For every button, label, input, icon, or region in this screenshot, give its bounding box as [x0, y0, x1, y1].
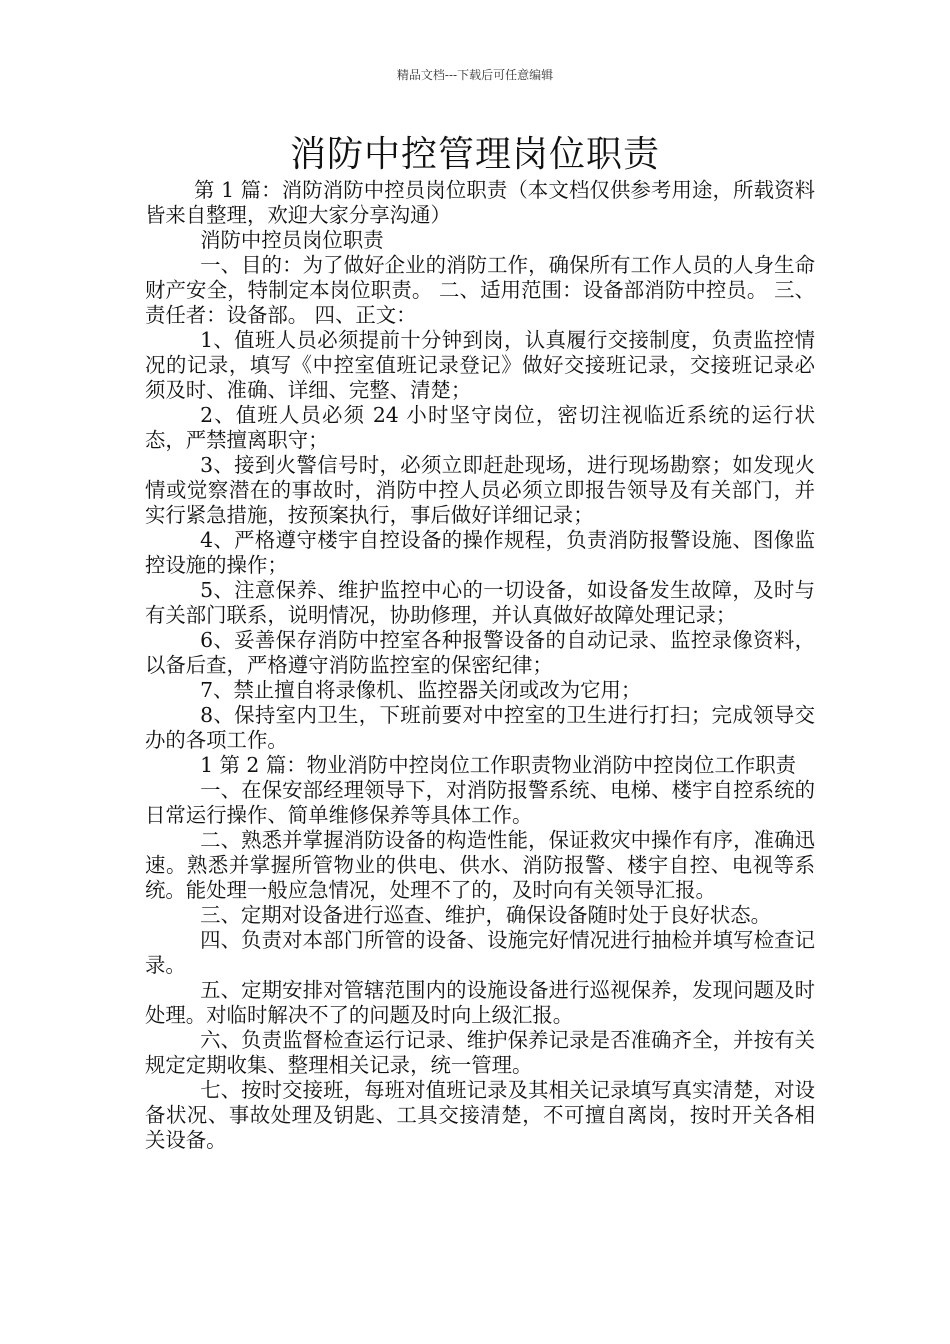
- list-item: 8、保持室内卫生，下班前要对中控室的卫生进行打扫；完成领导交办的各项工作。: [145, 703, 815, 752]
- list-item: 7、禁止擅自将录像机、监控器关闭或改为它用；: [200, 678, 642, 702]
- list-item: 二、熟悉并掌握消防设备的构造性能，保证救灾中操作有序，准确迅速。熟悉并掌握所管物业的供电、供水、消防报警、楼宇自控、电视等系统。能处理一般应急情况，处理不了的，及时向有关领导汇报。: [145, 828, 815, 902]
- document-body: [145, 178, 815, 1153]
- section-1-heading: 第 1 篇：消防消防中控员岗位职责（本文档仅供参考用途，所载资料皆来自整理，欢迎大家分享沟通）: [145, 178, 815, 227]
- subheading: 消防中控员岗位职责: [200, 228, 384, 252]
- list-item: 4、严格遵守楼宇自控设备的操作规程，负责消防报警设施、图像监控设施的操作；: [145, 528, 815, 577]
- list-item: 一、在保安部经理领导下，对消防报警系统、电梯、楼宇自控系统的日常运行操作、简单维修保养等具体工作。: [145, 778, 815, 827]
- list-item: 2、值班人员必须 24 小时坚守岗位，密切注视临近系统的运行状态，严禁擅离职守；: [145, 403, 815, 452]
- list-item: 三、定期对设备进行巡查、维护，确保设备随时处于良好状态。: [200, 903, 772, 927]
- list-item: 七、按时交接班，每班对值班记录及其相关记录填写真实清楚，对设备状况、事故处理及钥匙、工具交接清楚，不可擅自离岗，按时开关各相关设备。: [145, 1078, 815, 1152]
- list-item: 五、定期安排对管辖范围内的设施设备进行巡视保养，发现问题及时处理。对临时解决不了的问题及时向上级汇报。: [145, 978, 815, 1027]
- list-item: 5、注意保养、维护监控中心的一切设备，如设备发生故障，及时与有关部门联系，说明情况，协助修理，并认真做好故障处理记录；: [145, 578, 815, 627]
- paragraph: 一、目的：为了做好企业的消防工作，确保所有工作人员的人身生命财产安全，特制定本岗位职责。 二、适用范围：设备部消防中控员。 三、责任者：设备部。 四、正文：: [145, 253, 815, 327]
- list-item: 六、负责监督检查运行记录、维护保养记录是否准确齐全，并按有关规定定期收集、整理相关记录，统一管理。: [145, 1028, 815, 1077]
- section-2-heading: 1 第 2 篇：物业消防中控岗位工作职责物业消防中控岗位工作职责: [200, 753, 797, 777]
- list-item: 1、值班人员必须提前十分钟到岗，认真履行交接制度，负责监控情况的记录，填写《中控室值班记录登记》做好交接班记录，交接班记录必须及时、准确、详细、完整、清楚；: [145, 328, 815, 402]
- list-item: 3、接到火警信号时，必须立即赶赴现场，进行现场勘察；如发现火情或觉察潜在的事故时，消防中控人员必须立即报告领导及有关部门，并实行紧急措施，按预案执行，事后做好详细记录；: [145, 453, 815, 527]
- header-note: 精品文档---下载后可任意编辑: [396, 68, 554, 82]
- list-item: 6、妥善保存消防中控室各种报警设备的自动记录、监控录像资料，以备后查，严格遵守消防监控室的保密纪律；: [145, 628, 815, 677]
- list-item: 四、负责对本部门所管的设备、设施完好情况进行抽检并填写检查记录。: [145, 928, 815, 977]
- document-title: 消防中控管理岗位职责: [289, 134, 660, 175]
